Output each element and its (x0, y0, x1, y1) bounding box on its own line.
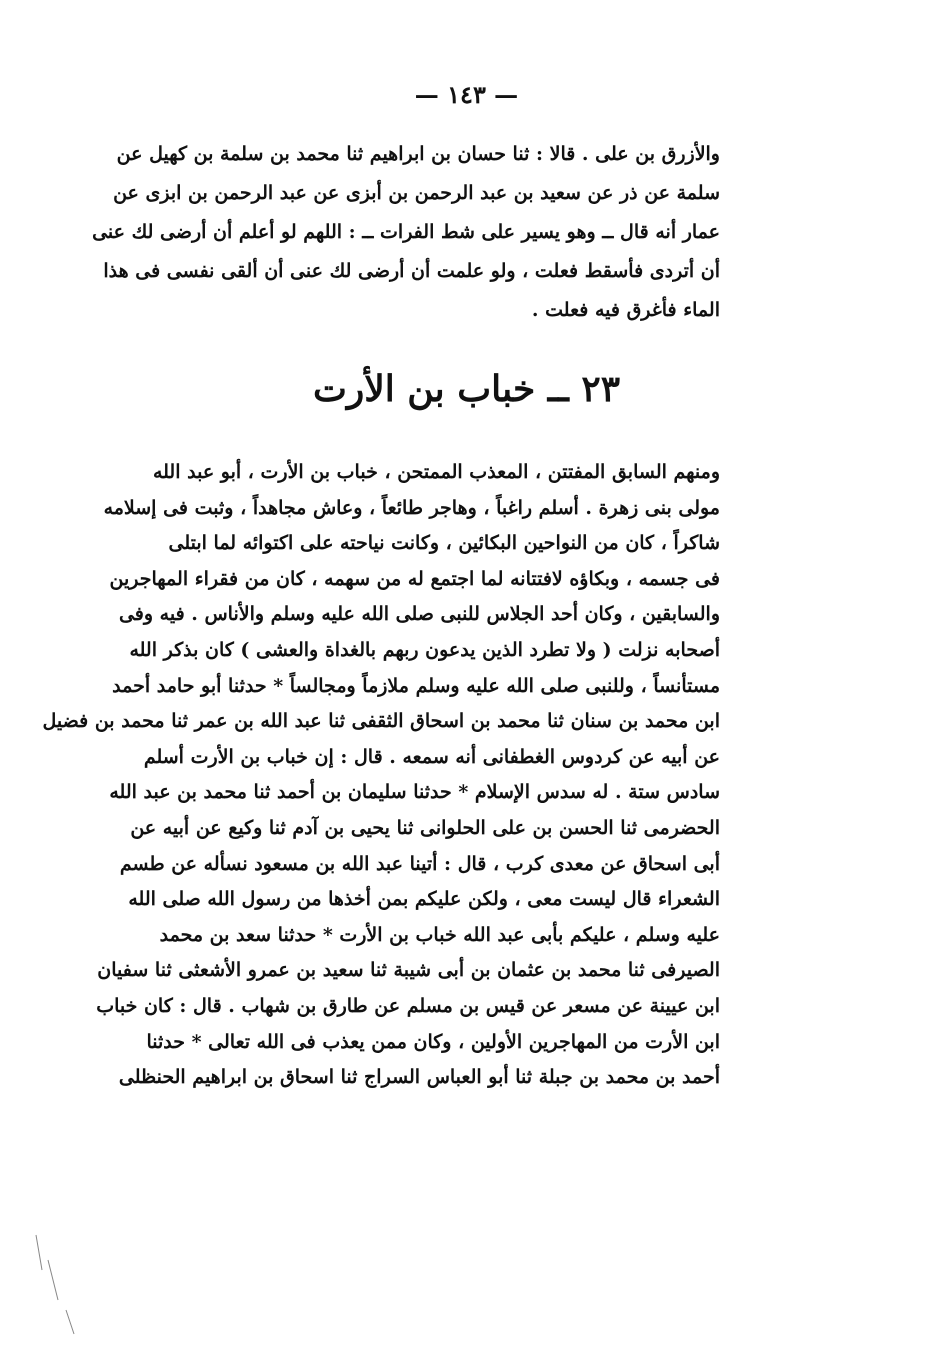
text-line: مستأنساً ، وللنبى صلى الله عليه وسلم ملازماً ومجالساً * حدثنا أبو حامد أحمد (112, 674, 720, 697)
biography-paragraph (42, 455, 720, 1096)
text-line: سادس ستة . له سدس الإسلام * حدثنا سليمان بن أحمد ثنا محمد بن عبد الله (109, 781, 720, 804)
text-line: أحمد بن محمد بن جبلة ثنا أبو العباس السراج ثنا اسحاق بن ابراهيم الحنظلى (118, 1066, 720, 1089)
text-line: عمار أنه قال ــ وهو يسير على شط الفرات ــ : اللهم لو أعلم أن أرضى لك عنى (92, 221, 720, 243)
text-line: ابن الأرت من المهاجرين الأولين ، وكان ممن يعذب فى الله تعالى * حدثنا (146, 1030, 720, 1053)
text-line: ومنهم السابق المفتتن ، المعذب الممتحن ، خباب بن الأرت ، أبو عبد الله (152, 461, 720, 483)
text-line: عليه وسلم ، عليكم بأبى عبد الله خباب بن الأرت * حدثنا سعد بن محمد (159, 923, 720, 946)
text-line: والسابقين ، وكان أحد الجلاس للنبى صلى الله عليه وسلم والأناس . فيه وفى (118, 603, 720, 626)
text-line: أصحابه نزلت ( ولا تطرد الذين يدعون ربهم بالغداة والعشى ) كان بذكر الله (129, 638, 720, 661)
text-line: الحضرمى ثنا الحسن بن على الحلوانى ثنا يحيى بن آدم ثنا وكيع عن أبيه عن (130, 816, 720, 839)
section-heading: ٢٣ ــ خباب بن الأرت (312, 368, 621, 410)
text-line: فى جسمه ، وبكاؤه لافتتانه لما اجتمع له من سهمه ، كان من فقراء المهاجرين (109, 567, 720, 590)
scan-marks (28, 1230, 88, 1340)
text-line: شاكراً ، كان من النواحين البكائين ، وكانت نياحته على اكتوائه لما ابتلى (168, 532, 720, 555)
text-line: ابن عيينة عن مسعر عن قيس بن مسلم عن طارق بن شهاب . قال : كان خباب (96, 994, 720, 1017)
text-line: عن أبيه عن كردوس الغطفانى أنه سمعه . قال : إن خباب بن الأرت أسلم (143, 745, 720, 768)
text-line: ابن محمد بن سنان ثنا محمد بن اسحاق الثقفى ثنا عبد الله بن عمر ثنا محمد بن فضيل (42, 710, 720, 733)
text-line: الماء فأغرق فيه فعلت . (531, 299, 720, 321)
text-line: والأزرق بن على . قالا : ثنا حسان بن ابراهيم ثنا محمد بن سلمة بن كهيل عن (116, 143, 720, 165)
page-number: — ١٤٣ — (414, 80, 519, 109)
text-line: الشعراء قال ليست معى ، ولكن عليكم بمن أخذها من رسول الله صلى الله (128, 888, 720, 911)
text-line: سلمة عن ذر عن سعيد بن عبد الرحمن بن أبزى عن عبد الرحمن بن ابزى عن (113, 182, 720, 204)
text-line: أن أتردى فأسقط فعلت ، ولو علمت أن أرضى لك عنى أن ألقى نفسى فى هذا (103, 260, 720, 282)
text-line: الصيرفى ثنا محمد بن عثمان بن أبى شيبة ثنا سعيد بن عمرو الأشعثى ثنا سفيان (97, 959, 720, 982)
text-line: أبى اسحاق عن معدى كرب ، قال : أتينا عبد الله بن مسعود نسأله عن طسم (119, 852, 720, 875)
text-line: مولى بنى زهرة . أسلم راغباً ، وهاجر طائعاً ، وعاش مجاهداً ، وثبت فى إسلامه (103, 496, 720, 519)
intro-paragraph (92, 135, 720, 330)
